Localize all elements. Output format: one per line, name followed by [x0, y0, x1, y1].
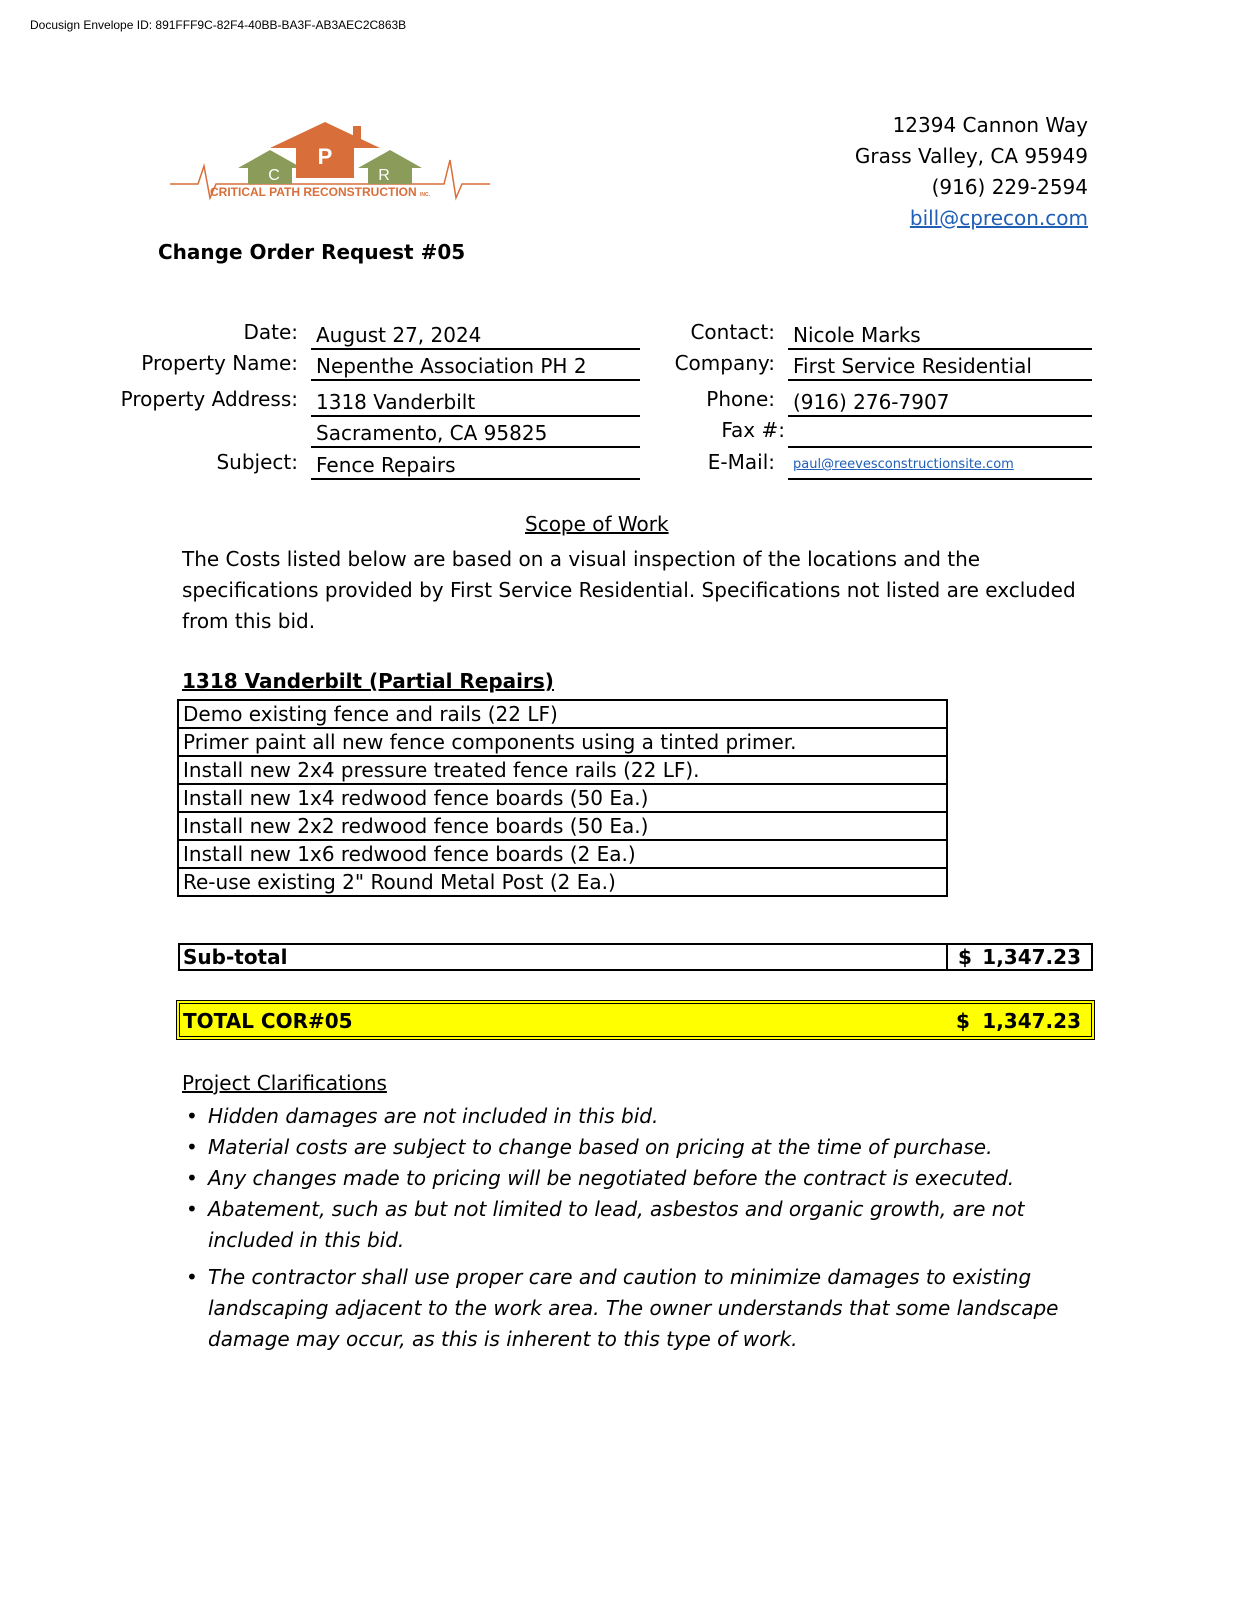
- table-row: [178, 812, 947, 840]
- property-address-value: 1318 Vanderbilt: [311, 387, 640, 417]
- company-city: Grass Valley, CA 95949: [854, 144, 1088, 168]
- work-item: Re-use existing 2" Round Metal Post (2 Ea.): [178, 868, 947, 896]
- list-item: [186, 1163, 1066, 1194]
- property-address-label: Property Address:: [120, 387, 298, 411]
- subject-value: Fence Repairs: [311, 450, 640, 480]
- table-row: [178, 868, 947, 896]
- contact-label: Contact:: [690, 320, 775, 344]
- bullet-icon: •: [186, 1135, 198, 1159]
- list-item: [186, 1101, 1066, 1132]
- company-phone: (916) 229-2594: [931, 175, 1088, 199]
- clarification-text: Hidden damages are not included in this bid.: [208, 1104, 659, 1128]
- contact-value: Nicole Marks: [788, 320, 1092, 350]
- company-street: 12394 Cannon Way: [892, 113, 1088, 137]
- work-item: Install new 2x2 redwood fence boards (50 Ea.): [178, 812, 947, 840]
- logo-letter-c: C: [268, 167, 280, 184]
- table-row: [178, 700, 947, 728]
- document-title: Change Order Request #05: [158, 240, 466, 264]
- table-row: [178, 784, 947, 812]
- clarification-text: Material costs are subject to change based on pricing at the time of purchase.: [208, 1135, 993, 1159]
- work-items-table: [177, 699, 948, 897]
- fax-value: [788, 418, 1092, 448]
- email-value-link[interactable]: paul@reevesconstructionsite.com: [788, 450, 1092, 480]
- bullet-icon: •: [186, 1265, 198, 1289]
- total-row: [176, 1000, 1095, 1040]
- company-value: First Service Residential: [788, 351, 1092, 381]
- total-amount-cell: [946, 1004, 1091, 1036]
- logo-name-text: CRITICAL PATH RECONSTRUCTION: [210, 185, 417, 199]
- list-item: [186, 1262, 1066, 1355]
- subtotal-currency: $: [958, 945, 972, 969]
- fax-label: Fax #:: [721, 418, 785, 442]
- list-item: [186, 1132, 1066, 1163]
- logo-letter-r: R: [378, 167, 390, 184]
- bullet-icon: •: [186, 1197, 198, 1221]
- work-item: Install new 1x4 redwood fence boards (50 Ea.): [178, 784, 947, 812]
- phone-label: Phone:: [706, 387, 775, 411]
- table-row: [178, 840, 947, 868]
- company-label: Company:: [674, 351, 775, 375]
- clarification-text: Any changes made to pricing will be negotiated before the contract is executed.: [208, 1166, 1015, 1190]
- logo-letter-p: P: [317, 144, 333, 169]
- phone-value: (916) 276-7907: [788, 387, 1092, 417]
- section-title: 1318 Vanderbilt (Partial Repairs): [182, 669, 554, 693]
- work-item: Demo existing fence and rails (22 LF): [178, 700, 947, 728]
- bullet-icon: •: [186, 1104, 198, 1128]
- scope-text: The Costs listed below are based on a visual inspection of the locations and the specifications provided by First Service Residential. Specifications not listed are excluded from this bid.: [182, 547, 1076, 633]
- table-row: [178, 728, 947, 756]
- clarifications-title: Project Clarifications: [182, 1071, 387, 1095]
- table-row: [178, 756, 947, 784]
- clarifications-list: [186, 1101, 1066, 1355]
- property-name-label: Property Name:: [141, 351, 298, 375]
- email-label: E-Mail:: [707, 450, 775, 474]
- total-label: TOTAL COR#05: [183, 1009, 353, 1033]
- subtotal-row: [178, 943, 1093, 971]
- clarification-text: The contractor shall use proper care and caution to minimize damages to existing landscaping adjacent to the work area. The owner understands that some landscape damage may occur, as this is inherent to this type of work.: [208, 1265, 1059, 1351]
- bullet-icon: •: [186, 1166, 198, 1190]
- list-item: [186, 1194, 1066, 1256]
- work-item: Install new 2x4 pressure treated fence rails (22 LF).: [178, 756, 947, 784]
- logo-suffix: INC.: [420, 192, 431, 198]
- subtotal-amount-cell: [946, 945, 1091, 969]
- logo-company-name: [210, 185, 430, 199]
- company-address: [855, 110, 1088, 234]
- subtotal-label: Sub-total: [183, 945, 288, 969]
- clarification-text: Abatement, such as but not limited to lead, asbestos and organic growth, are not included in this bid.: [208, 1197, 1025, 1252]
- total-currency: $: [956, 1009, 970, 1033]
- work-item: Install new 1x6 redwood fence boards (2 Ea.): [178, 840, 947, 868]
- property-city-value: Sacramento, CA 95825: [311, 418, 640, 448]
- company-email-link[interactable]: bill@cprecon.com: [909, 206, 1088, 230]
- envelope-id: Docusign Envelope ID: 891FFF9C-82F4-40BB-BA3F-AB3AEC2C863B: [30, 18, 407, 32]
- subtotal-amount: 1,347.23: [982, 945, 1081, 969]
- date-value: August 27, 2024: [311, 320, 640, 350]
- work-item: Primer paint all new fence components using a tinted primer.: [178, 728, 947, 756]
- date-label: Date:: [243, 320, 298, 344]
- total-amount: 1,347.23: [982, 1009, 1081, 1033]
- subject-label: Subject:: [216, 450, 298, 474]
- scope-title: Scope of Work: [525, 512, 669, 536]
- property-name-value: Nepenthe Association PH 2: [311, 351, 640, 381]
